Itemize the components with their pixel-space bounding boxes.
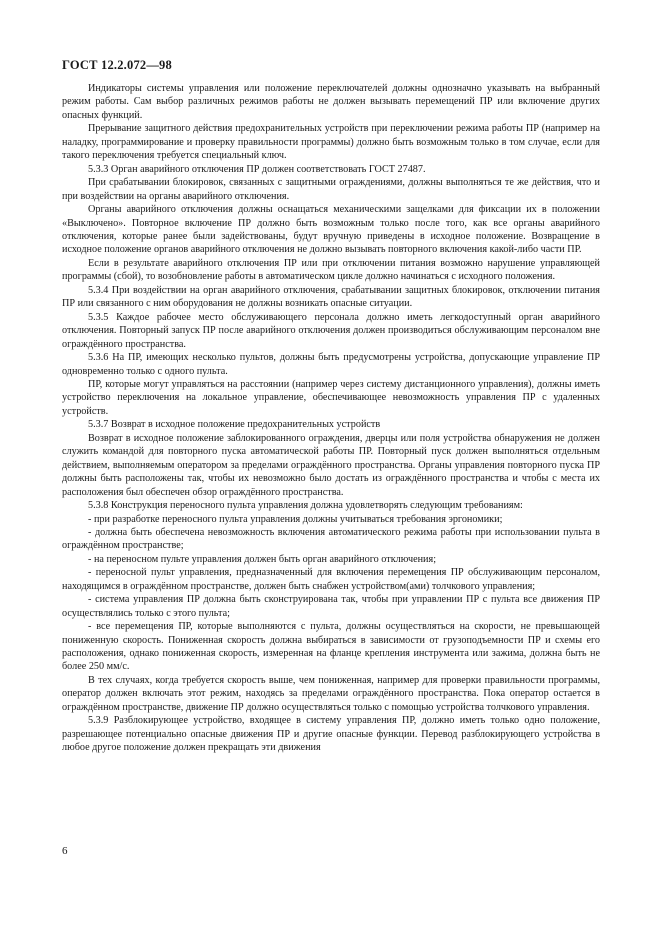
paragraph: 5.3.5 Каждое рабочее место обслуживающего персонала должно иметь легкодоступный орган аварийного отключения. Повторный запуск ПР после аварийного отключения должен производиться обслуживающим персоналом вне ограждённого пространства. [62,311,600,350]
document-body [62,82,600,755]
paragraph: 5.3.8 Конструкция переносного пульта управления должна удовлетворять следующим требованиям: [88,500,523,512]
paragraph: 5.3.6 На ПР, имеющих несколько пультов, должны быть предусмотрены устройства, допускающие управление ПР одновременно только с одного пульта. [62,352,600,377]
paragraph: Органы аварийного отключения должны оснащаться механическими защелками для фиксации их в положении «Выключено». Повторное включение ПР должно быть возможным только после того, как все органы аварийного отключения, которые ранее были задействованы, будут вручную приведены в исходное положение. Возвращение в исходное положение органов аварийного отключения не должно вызывать повторного включения какой-либо части ПР. [62,204,600,256]
list-item: - должна быть обеспечена невозможность включения автоматического режима работы при использовании пульта в ограждённом пространстве; [62,526,600,552]
paragraph: Прерывание защитного действия предохранительных устройств при переключении режима работы ПР (например на наладку, программирование и проверку правильности программы) должно быть возможным только в том случае, если для такого переключения требуется специальный ключ. [62,123,600,162]
document-header: ГОСТ 12.2.072—98 [62,58,172,72]
paragraph: 5.3.4 При воздействии на орган аварийного отключения, срабатывании защитных блокировок, отключении питания ПР или связанного с ним оборудования не должны возникать опасные ситуации. [62,284,600,310]
page-number: 6 [62,845,68,857]
paragraph: 5.3.3 Орган аварийного отключения ПР должен соответствовать ГОСТ 27487. [88,163,426,175]
paragraph: Индикаторы системы управления или положение переключателей должны однозначно указывать на выбранный режим работы. Сам выбор различных режимов работы не должен вызывать перемещений ПР или включение других опасных функций. [62,83,600,121]
list-item: - на переносном пульте управления должен быть орган аварийного отключения; [88,553,437,565]
paragraph: Возврат в исходное положение заблокированного ограждения, дверцы или поля устройства обнаружения не должен служить командой для повторного пуска автоматической работы ПР. Повторный пуск должен выполняться отдельным действием, выполняемым оператором за пределами ограждённого пространства. Органы управления повторного пуска ПР должны быть расположены так, чтобы их невозможно было достать из ограждённого пространства и чтобы с места их расположения был обеспечен обзор ограждённого пространства. [62,432,600,498]
paragraph: В тех случаях, когда требуется скорость выше, чем пониженная, например для проверки правильности программы, оператор должен включать этот режим, находясь за пределами ограждённого пространства. Пока оператор остается в ограждённом пространстве, движение ПР должно осуществляться только с помощью устройства толчкового управления. [62,674,600,713]
list-item: - все перемещения ПР, которые выполняются с пульта, должны осуществляться на скорости, не превышающей пониженную скорость. Пониженная скорость должна выбираться в зависимости от грузоподъемности ПР и схемы его расположения, однако пониженная скорость, измеренная на фланце крепления инструмента или зажима, должна быть не более 250 мм/с. [62,621,600,673]
paragraph: При срабатывании блокировок, связанных с защитными ограждениями, должны выполняться те же действия, что и при воздействии на органы аварийного отключения. [62,177,600,202]
list-item: - система управления ПР должна быть сконструирована так, чтобы при управлении ПР с пульта все движения ПР осуществлялись только с этого пульта; [62,594,600,619]
paragraph: ПР, которые могут управляться на расстоянии (например через систему дистанционного управления), должны иметь устройство переключения на локальное управление, обеспечивающее невозможность управления ПР с удаленных устройств. [62,378,600,417]
list-item: - переносной пульт управления, предназначенный для включения перемещения ПР обслуживающим персоналом, находящимся в ограждённом пространстве, должен быть снабжен устройством(ами) толчкового управления; [62,567,600,592]
list-item: - при разработке переносного пульта управления должны учитываться требования эргономики; [88,513,503,525]
paragraph: Если в результате аварийного отключения ПР или при отключении питания возможно нарушение управляющей программы (сбой), то возобновление работы в автоматическом цикле должно начинаться с исходного положения. [62,257,600,283]
paragraph: 5.3.7 Возврат в исходное положение предохранительных устройств [88,419,381,431]
paragraph: 5.3.9 Разблокирующее устройство, входящее в систему управления ПР, должно иметь только одно положение, разрешающее потенциально опасные движения ПР и другие опасные функции. Перевод разблокирующего устройства в любое другое положение должен прекращать эти движения [62,715,600,754]
